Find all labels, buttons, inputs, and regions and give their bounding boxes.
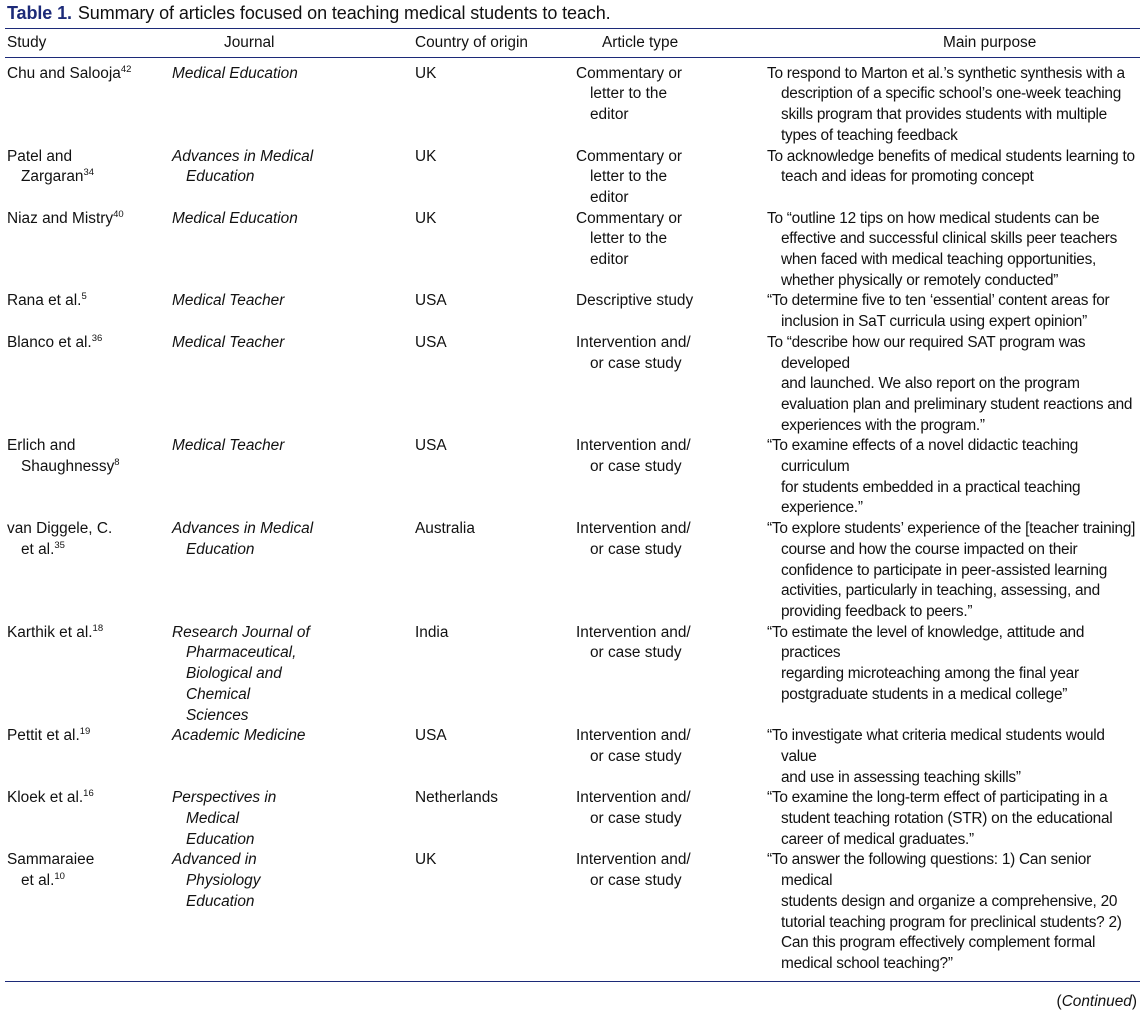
table-row xyxy=(5,57,1140,146)
country-cell: UK xyxy=(415,147,437,165)
table-row xyxy=(5,436,1140,519)
journal-cell: Medical Education xyxy=(172,64,298,82)
article-type-cell: Intervention and/ or case study xyxy=(576,850,767,981)
article-type-cell: Intervention and/ or case study xyxy=(576,520,691,558)
journal-cell: Research Journal of Pharmaceutical, Biological and Chemical Sciences xyxy=(172,623,310,724)
study-name: Pettit et al. xyxy=(7,727,80,745)
article-type-cell: Commentary or letter to the editor xyxy=(576,64,683,124)
journal-cell: Advances in Medical Education xyxy=(172,147,314,186)
country-cell: Australia xyxy=(415,520,475,538)
main-purpose-cell: To respond to Marton et al.’s synthetic synthesis with a description of a specific school’s one-week teaching skills program that provides students with multiple types of teaching feedback xyxy=(767,64,1125,144)
table-row xyxy=(5,623,1140,727)
journal-cell: Medical Education xyxy=(172,209,298,227)
study-name: Patel and Zargaran xyxy=(7,147,84,186)
study-cell xyxy=(5,57,172,146)
table-row xyxy=(5,726,1140,788)
article-type-cell: Intervention and/ or case study xyxy=(576,789,691,828)
article-type-cell: Commentary or letter to the editor xyxy=(576,147,683,206)
article-type-cell: Intervention and/ or case study xyxy=(576,333,691,372)
main-purpose-cell: “To determine five to ten ‘essential’ content areas for inclusion in SaT curricula using expert opinion” xyxy=(767,292,1110,331)
journal-cell: Medical Teacher xyxy=(172,333,285,351)
study-name: van Diggele, C. et al. xyxy=(7,520,113,558)
country-cell: Netherlands xyxy=(415,789,498,807)
col-article-type: Article type xyxy=(576,29,767,57)
country-cell: UK xyxy=(415,64,437,82)
study-cell xyxy=(5,436,172,519)
country-cell: India xyxy=(415,623,449,641)
study-cell xyxy=(5,209,172,292)
study-cell xyxy=(5,519,172,623)
study-cell xyxy=(5,788,172,850)
main-purpose-cell: “To investigate what criteria medical students would value and use in assessing teaching skills” xyxy=(767,727,1105,786)
main-purpose-cell: “To examine effects of a novel didactic teaching curriculum for students embedded in a practical teaching experience.” xyxy=(767,437,1081,517)
main-purpose-cell: “To explore students’ experience of the [teacher training] course and how the course impacted on their confidence to participate in peer-assisted learning activities, particularly in teaching, assessing, and providing feedback to peers.” xyxy=(767,520,1136,620)
study-name: Chu and Salooja xyxy=(7,64,121,82)
header-row xyxy=(5,29,1140,57)
study-name: Blanco et al. xyxy=(7,333,92,351)
country-cell: UK xyxy=(415,209,437,227)
article-type-cell: Intervention and/ or case study xyxy=(576,727,691,765)
journal-cell: Advances in Medical Education xyxy=(172,520,314,558)
table-row xyxy=(5,850,1140,981)
article-type-cell: Descriptive study xyxy=(576,292,694,310)
table-row xyxy=(5,519,1140,623)
main-purpose-cell: To acknowledge benefits of medical students learning to teach and ideas for promoting concept xyxy=(767,147,1135,186)
reference-number: 36 xyxy=(91,332,103,344)
study-name: Kloek et al. xyxy=(7,789,84,807)
country-cell: UK xyxy=(415,850,576,981)
reference-number: 35 xyxy=(54,539,65,551)
col-journal: Journal xyxy=(172,29,415,57)
study-name: Erlich and Shaughnessy xyxy=(7,437,115,476)
country-cell: USA xyxy=(415,437,447,455)
main-purpose-cell: To “outline 12 tips on how medical students can be effective and successful clinical skills peer teachers when faced with medical teaching opportunities, whether physically or remotely conducted” xyxy=(767,209,1118,289)
main-purpose-cell: “To examine the long-term effect of participating in a student teaching rotation (STR) on the educational career of medical graduates.” xyxy=(767,789,1113,848)
reference-number: 34 xyxy=(83,167,95,179)
study-name: Rana et al. xyxy=(7,292,82,310)
study-name: Niaz and Mistry xyxy=(7,209,114,227)
reference-number: 8 xyxy=(114,457,120,469)
reference-number: 10 xyxy=(54,871,65,883)
table-label: Table 1. xyxy=(7,3,72,23)
table-row xyxy=(5,291,1140,332)
journal-cell: Advanced in Physiology Education xyxy=(172,850,415,981)
continued-note: (Continued) xyxy=(1056,992,1137,1010)
reference-number: 5 xyxy=(81,291,87,303)
reference-number: 16 xyxy=(83,788,94,800)
study-cell xyxy=(5,726,172,788)
reference-number: 42 xyxy=(120,63,132,75)
country-cell: USA xyxy=(415,727,447,745)
country-cell: USA xyxy=(415,292,447,310)
col-study: Study xyxy=(5,29,172,57)
journal-cell: Academic Medicine xyxy=(172,727,306,745)
main-purpose-cell: “To answer the following questions: 1) Can senior medical students design and organize a comprehensive, 20 tutorial teaching program for preclinical students? 2) Can this program effectively complement formal medical school teaching?” xyxy=(767,850,1140,981)
table-caption xyxy=(5,3,1140,29)
article-type-cell: Intervention and/ or case study xyxy=(576,623,691,662)
journal-cell: Medical Teacher xyxy=(172,437,285,455)
summary-table xyxy=(5,29,1140,982)
main-purpose-cell: “To estimate the level of knowledge, attitude and practices regarding microteaching among the final year postgraduate students in a medical college” xyxy=(767,623,1085,703)
col-country: Country of origin xyxy=(415,29,576,57)
journal-cell: Perspectives in Medical Education xyxy=(172,789,277,848)
study-name: Sammaraiee et al. xyxy=(7,851,95,890)
article-type-cell: Intervention and/ or case study xyxy=(576,437,691,476)
study-cell xyxy=(5,333,172,437)
article-type-cell: Commentary or letter to the editor xyxy=(576,209,683,269)
table-row xyxy=(5,788,1140,850)
table-row xyxy=(5,209,1140,292)
journal-cell: Medical Teacher xyxy=(172,292,285,310)
table-title: Summary of articles focused on teaching medical students to teach. xyxy=(77,3,611,23)
main-purpose-cell: To “describe how our required SAT program was developed and launched. We also report on the program evaluation plan and preliminary student reactions and experiences with the program.” xyxy=(767,333,1133,434)
table-row xyxy=(5,333,1140,437)
col-main-purpose: Main purpose xyxy=(767,29,1140,57)
study-cell xyxy=(5,147,172,209)
study-name: Karthik et al. xyxy=(7,623,93,641)
reference-number: 18 xyxy=(92,622,104,634)
reference-number: 19 xyxy=(79,726,91,738)
study-cell xyxy=(5,291,172,332)
country-cell: USA xyxy=(415,333,447,351)
reference-number: 40 xyxy=(113,208,124,220)
study-cell xyxy=(5,850,172,981)
study-cell xyxy=(5,623,172,727)
table-row xyxy=(5,147,1140,209)
